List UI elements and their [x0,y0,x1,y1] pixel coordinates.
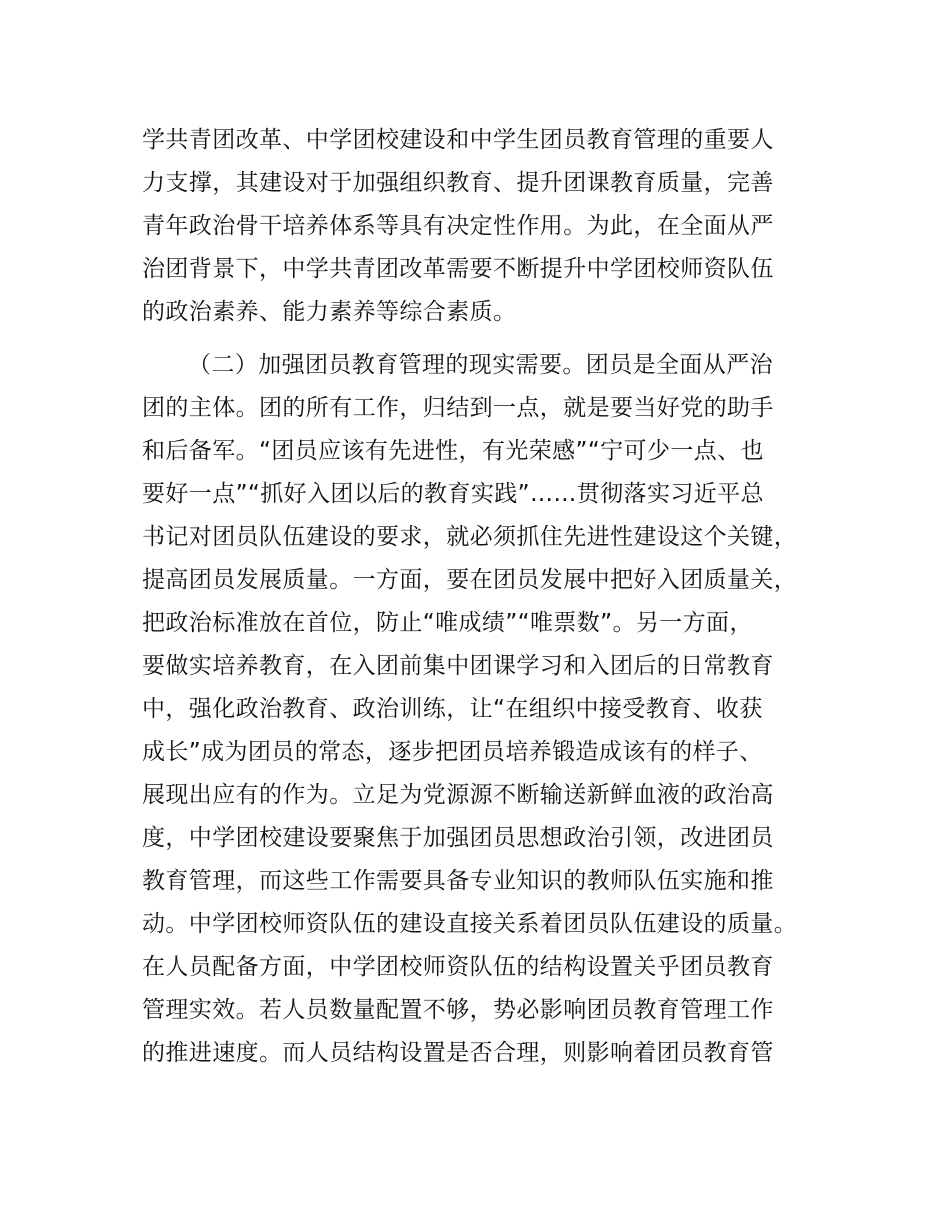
paragraph-line: 要做实培养教育，在入团前集中团课学习和入团后的日常教育 [142,653,774,679]
paragraph-line: 青年政治骨干培养体系等具有决定性作用。为此，在全面从严 [142,213,774,239]
paragraph-line: 动。中学团校师资队伍的建设直接关系着团员队伍建设的质量。 [142,911,798,937]
paragraph-line: 力支撑，其建设对于加强组织教育、提升团课教育质量，完善 [142,170,774,196]
paragraph-line: 和后备军。“团员应该有先进性，有光荣感”“宁可少一点、也 [142,438,764,464]
section-heading-line: （二）加强团员教育管理的现实需要。团员是全面从严治 [188,352,773,378]
paragraph-line: 治团背景下，中学共青团改革需要不断提升中学团校师资队伍 [142,256,774,282]
paragraph-line: 书记对团员队伍建设的要求，就必须抓住先进性建设这个关键， [142,524,798,550]
paragraph-line: 在人员配备方面，中学团校师资队伍的结构设置关乎团员教育 [142,954,774,980]
paragraph-line: 展现出应有的作为。立足为党源源不断输送新鲜血液的政治高 [142,782,774,808]
paragraph-line: 成长”成为团员的常态，逐步把团员培养锻造成该有的样子、 [142,739,763,765]
paragraph-line: 度，中学团校建设要聚焦于加强团员思想政治引领，改进团员 [142,825,774,851]
paragraph-line: 提高团员发展质量。一方面，要在团员发展中把好入团质量关， [142,567,798,593]
paragraph-line: 中，强化政治教育、政治训练，让“在组织中接受教育、收获 [142,696,763,722]
paragraph-line: 管理实效。若人员数量配置不够，势必影响团员教育管理工作 [142,997,774,1023]
paragraph-line: 要好一点”“抓好入团以后的教育实践”……贯彻落实习近平总 [142,481,764,507]
paragraph-line: 团的主体。团的所有工作，归结到一点，就是要当好党的助手 [142,395,774,421]
paragraph-line: 的推进速度。而人员结构设置是否合理，则影响着团员教育管 [142,1040,774,1066]
paragraph-line: 学共青团改革、中学团校建设和中学生团员教育管理的重要人 [142,127,774,153]
paragraph-line: 的政治素养、能力素养等综合素质。 [142,299,517,325]
paragraph-line: 把政治标准放在首位，防止“唯成绩”“唯票数”。另一方面， [142,610,753,636]
paragraph-line: 教育管理，而这些工作需要具备专业知识的教师队伍实施和推 [142,868,774,894]
